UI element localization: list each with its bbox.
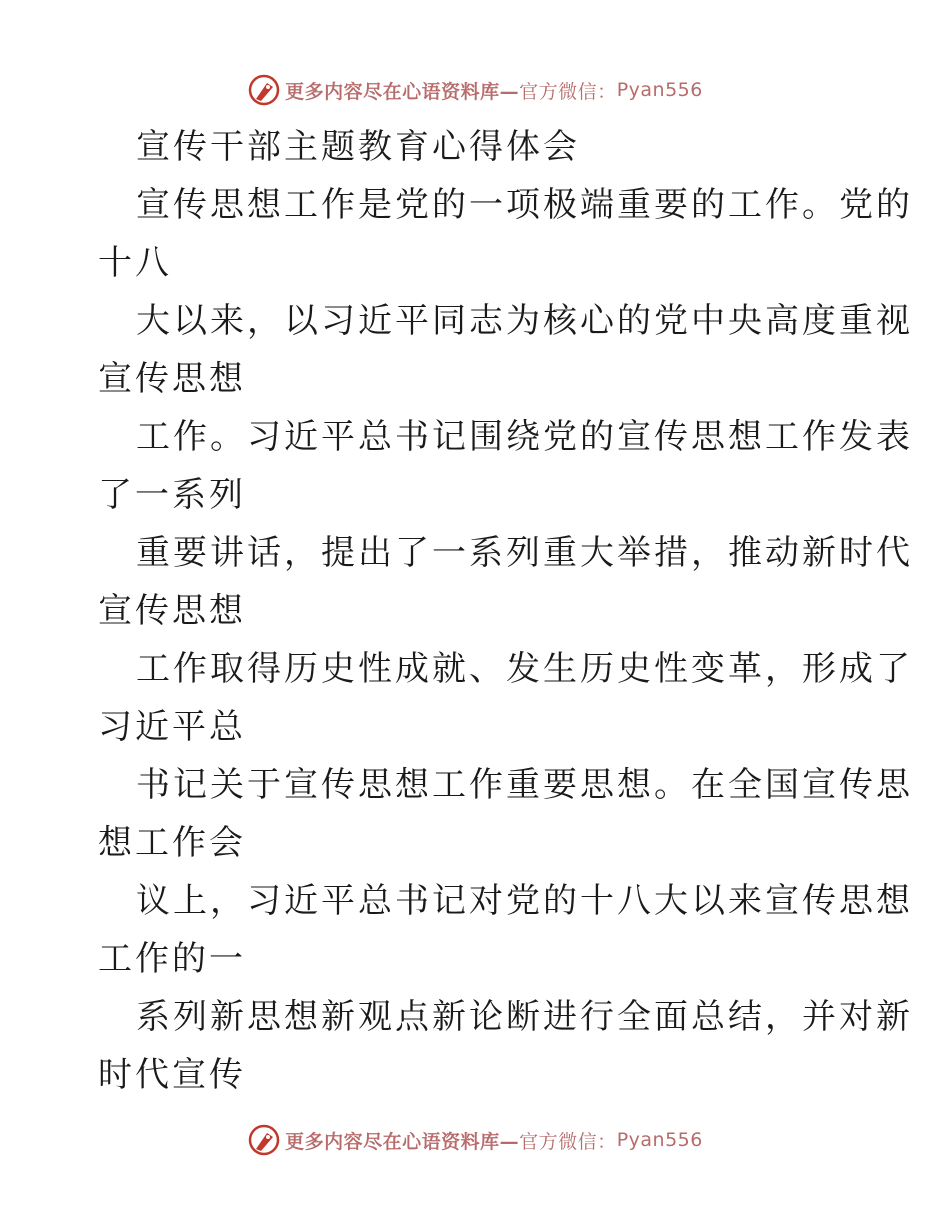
header-banner bbox=[0, 70, 950, 110]
paragraph-line: 宣传思想工作是党的一项极端重要的工作。党的 bbox=[136, 185, 913, 225]
banner-wechat-id: Pyan556 bbox=[616, 1129, 703, 1151]
paragraph-line: 系列新思想新观点新论断进行全面总结，并对新 bbox=[136, 997, 913, 1037]
paragraph-line: 工作的一 bbox=[98, 939, 246, 979]
footer-banner bbox=[0, 1120, 950, 1160]
document-title: 宣传干部主题教育心得体会 bbox=[136, 127, 580, 167]
paragraph-line: 重要讲话，提出了一系列重大举措，推动新时代 bbox=[136, 533, 913, 573]
paragraph-line: 大以来，以习近平同志为核心的党中央高度重视 bbox=[136, 301, 913, 341]
paragraph-line: 想工作会 bbox=[98, 823, 246, 863]
paragraph-line: 十八 bbox=[98, 243, 172, 283]
pen-nib-logo-icon bbox=[247, 73, 281, 107]
banner-wechat-label: 官方微信： bbox=[519, 80, 617, 103]
paragraph-line: 议上，习近平总书记对党的十八大以来宣传思想 bbox=[136, 881, 913, 921]
paragraph-line: 习近平总 bbox=[98, 707, 246, 747]
document-body bbox=[98, 118, 913, 1104]
banner-text: 更多内容尽在心语资料库— bbox=[285, 80, 520, 103]
banner-wechat-label: 官方微信： bbox=[519, 1130, 617, 1153]
paragraph-line: 了一系列 bbox=[98, 475, 246, 515]
paragraph-line: 工作取得历史性成就、发生历史性变革，形成了 bbox=[136, 649, 913, 689]
pen-nib-logo-icon bbox=[247, 1123, 281, 1157]
paragraph-line: 工作。习近平总书记围绕党的宣传思想工作发表 bbox=[136, 417, 913, 457]
paragraph-line: 宣传思想 bbox=[98, 359, 246, 399]
paragraph-line: 时代宣传 bbox=[98, 1055, 246, 1095]
banner-text: 更多内容尽在心语资料库— bbox=[285, 1130, 520, 1153]
paragraph-line: 宣传思想 bbox=[98, 591, 246, 631]
banner-wechat-id: Pyan556 bbox=[616, 79, 703, 101]
paragraph-line: 书记关于宣传思想工作重要思想。在全国宣传思 bbox=[136, 765, 913, 805]
